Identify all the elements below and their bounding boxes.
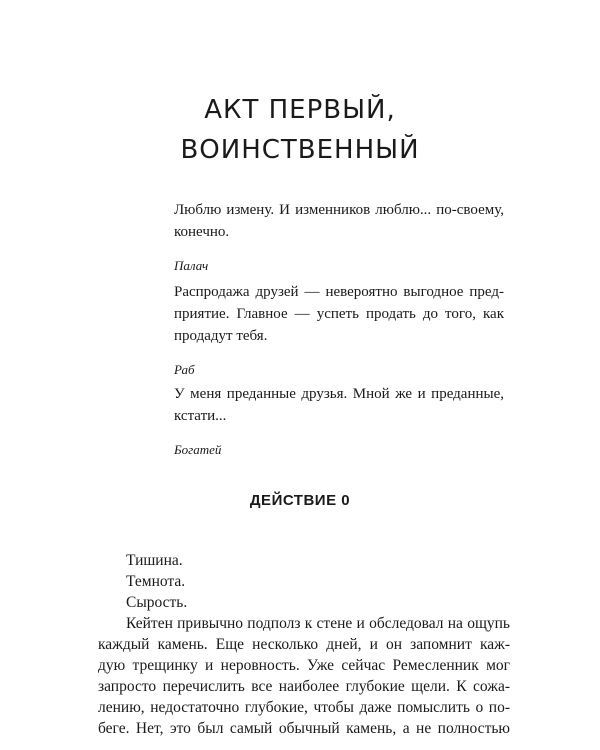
body-line: Сырость. (126, 594, 188, 611)
epigraph-text: У меня преданные друзья. Мной же и преданные, кстати... (174, 386, 504, 424)
epigraph-text: Люблю измену. И изменников люблю... по-своему, конечно. (174, 202, 504, 240)
act-title-line-1: АКТ ПЕРВЫЙ, (204, 95, 396, 125)
epigraph-author: Раб (174, 362, 195, 377)
body-line: Тишина. (126, 552, 183, 569)
epigraph-2 (174, 281, 504, 381)
body-text (98, 550, 510, 739)
body-line: запросто перечислить все наиболее глубокие щели. К сожа- (98, 678, 510, 695)
body-line: дую трещинку и неровность. Уже сейчас Ремесленник мог (98, 657, 510, 674)
body-line: беге. Нет, это был самый обычный камень, а не полностью (98, 720, 510, 737)
body-line: лению, недостаточно глубокие, чтобы даже помыслить о по- (98, 699, 510, 716)
body-line: каждый камень. Еще несколько дней, и он запомнит каж- (98, 636, 510, 653)
body-line: Кейтен привычно подполз к стене и обследовал на ощупь (126, 615, 510, 632)
epigraph-author: Палач (174, 258, 209, 273)
epigraph-1 (174, 199, 504, 277)
epigraph-author: Богатей (174, 442, 222, 457)
act-title-line-2: ВОИНСТВЕННЫЙ (180, 135, 420, 165)
body-line: Темнота. (126, 573, 186, 590)
epigraph-text: Распродажа друзей — невероятно выгодное пред-приятие. Главное — успеть продать до того, как продадут тебя. (174, 284, 504, 344)
chapter-heading: ДЕЙСТВИЕ 0 (249, 492, 351, 509)
epigraph-3 (174, 383, 504, 461)
